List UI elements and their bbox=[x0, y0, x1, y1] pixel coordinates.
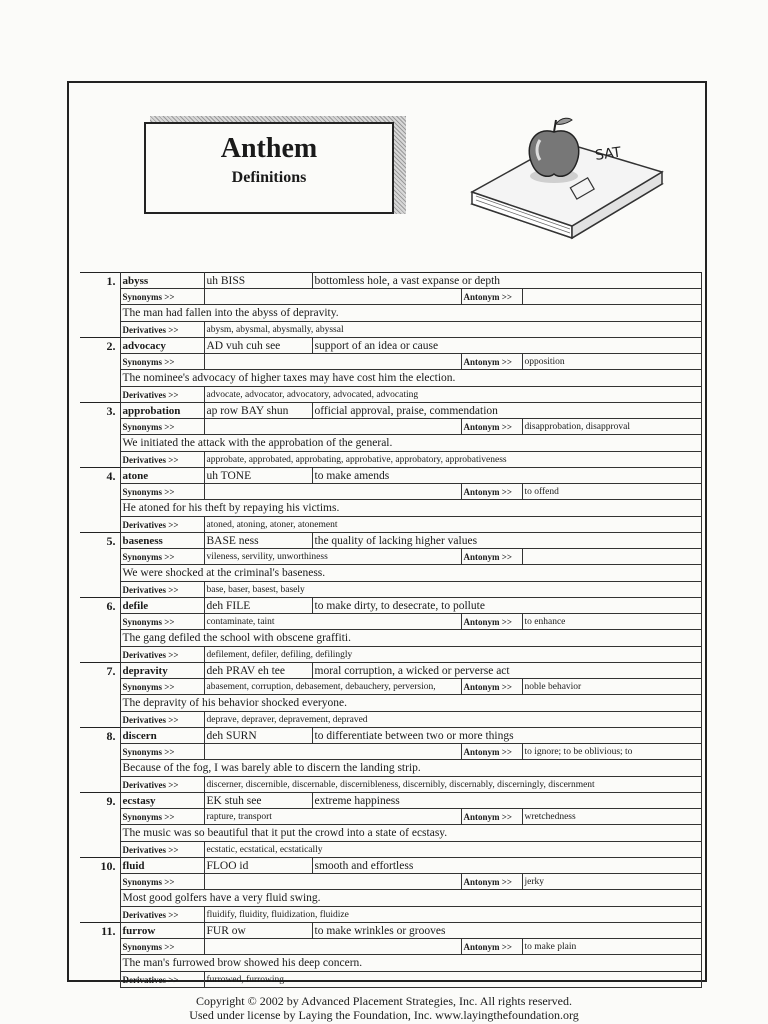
derivatives-label: Derivatives >> bbox=[120, 387, 204, 403]
synonyms-label: Synonyms >> bbox=[120, 289, 204, 305]
entry-definition: to make wrinkles or grooves bbox=[312, 923, 701, 939]
blank-cell bbox=[80, 907, 120, 923]
entry-synonyms bbox=[204, 484, 461, 500]
synonyms-row bbox=[80, 419, 701, 435]
sentence-row bbox=[80, 825, 701, 842]
entry-derivatives: approbate, approbated, approbating, approbative, approbatory, approbativeness bbox=[204, 452, 701, 468]
synonyms-label: Synonyms >> bbox=[120, 744, 204, 760]
blank-cell bbox=[80, 809, 120, 825]
illustration-label: SAT bbox=[594, 144, 623, 165]
synonyms-label: Synonyms >> bbox=[120, 354, 204, 370]
entry-row bbox=[80, 858, 701, 874]
entry-word: depravity bbox=[120, 663, 204, 679]
entry-pronunciation: deh SURN bbox=[204, 728, 312, 744]
blank-cell bbox=[80, 419, 120, 435]
derivatives-label: Derivatives >> bbox=[120, 907, 204, 923]
synonyms-row bbox=[80, 289, 701, 305]
entry-sentence: The music was so beautiful that it put the crowd into a state of ecstasy. bbox=[120, 825, 701, 842]
entry-number: 3. bbox=[80, 403, 120, 419]
entry-pronunciation: ap row BAY shun bbox=[204, 403, 312, 419]
entry-derivatives: base, baser, basest, basely bbox=[204, 582, 701, 598]
antonym-label: Antonym >> bbox=[461, 419, 522, 435]
entry-number: 11. bbox=[80, 923, 120, 939]
synonyms-row bbox=[80, 354, 701, 370]
entry-word: baseness bbox=[120, 533, 204, 549]
blank-cell bbox=[80, 614, 120, 630]
vocabulary-table bbox=[80, 272, 702, 988]
derivatives-label: Derivatives >> bbox=[120, 452, 204, 468]
entry-row bbox=[80, 403, 701, 419]
derivatives-label: Derivatives >> bbox=[120, 972, 204, 988]
entry-row bbox=[80, 598, 701, 614]
synonyms-label: Synonyms >> bbox=[120, 809, 204, 825]
derivatives-row bbox=[80, 647, 701, 663]
entry-synonyms: abasement, corruption, debasement, debauchery, perversion, bbox=[204, 679, 461, 695]
entry-row bbox=[80, 338, 701, 354]
blank-cell bbox=[80, 890, 120, 907]
antonym-label: Antonym >> bbox=[461, 484, 522, 500]
entry-word: abyss bbox=[120, 273, 204, 289]
sentence-row bbox=[80, 370, 701, 387]
synonyms-row bbox=[80, 549, 701, 565]
entry-derivatives: discerner, discernible, discernable, discernibleness, discernibly, discernably, discerningly, discernment bbox=[204, 777, 701, 793]
entry-sentence: The depravity of his behavior shocked everyone. bbox=[120, 695, 701, 712]
blank-cell bbox=[80, 387, 120, 403]
entry-definition: moral corruption, a wicked or perverse act bbox=[312, 663, 701, 679]
entry-pronunciation: FUR ow bbox=[204, 923, 312, 939]
entry-definition: to make amends bbox=[312, 468, 701, 484]
entry-derivatives: atoned, atoning, atoner, atonement bbox=[204, 517, 701, 533]
entry-number: 10. bbox=[80, 858, 120, 874]
page-title: Anthem bbox=[220, 133, 318, 164]
synonyms-label: Synonyms >> bbox=[120, 874, 204, 890]
footer-line-1: Copyright © 2002 by Advanced Placement Strategies, Inc. All rights reserved. bbox=[195, 994, 573, 1008]
title-box bbox=[144, 122, 394, 214]
sentence-row bbox=[80, 500, 701, 517]
blank-cell bbox=[80, 370, 120, 387]
sentence-row bbox=[80, 955, 701, 972]
blank-cell bbox=[80, 744, 120, 760]
entry-number: 7. bbox=[80, 663, 120, 679]
blank-cell bbox=[80, 322, 120, 338]
entry-antonym: wretchedness bbox=[522, 809, 701, 825]
sentence-row bbox=[80, 760, 701, 777]
synonyms-row bbox=[80, 809, 701, 825]
entry-row bbox=[80, 273, 701, 289]
sentence-row bbox=[80, 630, 701, 647]
blank-cell bbox=[80, 647, 120, 663]
entry-definition: smooth and effortless bbox=[312, 858, 701, 874]
synonyms-label: Synonyms >> bbox=[120, 614, 204, 630]
derivatives-row bbox=[80, 517, 701, 533]
blank-cell bbox=[80, 760, 120, 777]
synonyms-label: Synonyms >> bbox=[120, 679, 204, 695]
entry-row bbox=[80, 533, 701, 549]
entry-derivatives: ecstatic, ecstatical, ecstatically bbox=[204, 842, 701, 858]
derivatives-label: Derivatives >> bbox=[120, 517, 204, 533]
entry-pronunciation: uh TONE bbox=[204, 468, 312, 484]
entry-word: defile bbox=[120, 598, 204, 614]
synonyms-row bbox=[80, 484, 701, 500]
synonyms-label: Synonyms >> bbox=[120, 939, 204, 955]
antonym-label: Antonym >> bbox=[461, 744, 522, 760]
derivatives-row bbox=[80, 842, 701, 858]
entry-pronunciation: BASE ness bbox=[204, 533, 312, 549]
entry-derivatives: fluidify, fluidity, fluidization, fluidize bbox=[204, 907, 701, 923]
entry-antonym bbox=[522, 289, 701, 305]
sentence-row bbox=[80, 695, 701, 712]
synonyms-label: Synonyms >> bbox=[120, 484, 204, 500]
entry-derivatives: defilement, defiler, defiling, defilingly bbox=[204, 647, 701, 663]
entry-number: 4. bbox=[80, 468, 120, 484]
entry-antonym: jerky bbox=[522, 874, 701, 890]
entry-derivatives: furrowed, furrowing bbox=[204, 972, 701, 988]
blank-cell bbox=[80, 712, 120, 728]
entry-number: 1. bbox=[80, 273, 120, 289]
blank-cell bbox=[80, 679, 120, 695]
derivatives-row bbox=[80, 777, 701, 793]
entry-word: fluid bbox=[120, 858, 204, 874]
derivatives-row bbox=[80, 582, 701, 598]
antonym-label: Antonym >> bbox=[461, 614, 522, 630]
blank-cell bbox=[80, 842, 120, 858]
entry-row bbox=[80, 468, 701, 484]
blank-cell bbox=[80, 565, 120, 582]
synonyms-row bbox=[80, 679, 701, 695]
derivatives-row bbox=[80, 452, 701, 468]
entry-word: advocacy bbox=[120, 338, 204, 354]
blank-cell bbox=[80, 549, 120, 565]
blank-cell bbox=[80, 695, 120, 712]
entry-definition: support of an idea or cause bbox=[312, 338, 701, 354]
derivatives-label: Derivatives >> bbox=[120, 777, 204, 793]
synonyms-row bbox=[80, 939, 701, 955]
entry-row bbox=[80, 793, 701, 809]
sentence-row bbox=[80, 890, 701, 907]
blank-cell bbox=[80, 289, 120, 305]
entry-synonyms bbox=[204, 289, 461, 305]
synonyms-row bbox=[80, 614, 701, 630]
blank-cell bbox=[80, 305, 120, 322]
synonyms-label: Synonyms >> bbox=[120, 549, 204, 565]
entry-sentence: Because of the fog, I was barely able to discern the landing strip. bbox=[120, 760, 701, 777]
entry-definition: official approval, praise, commendation bbox=[312, 403, 701, 419]
antonym-label: Antonym >> bbox=[461, 289, 522, 305]
entry-definition: the quality of lacking higher values bbox=[312, 533, 701, 549]
footer-line-2: Used under license by Laying the Foundation, Inc. www.layingthefoundation.org bbox=[189, 1008, 579, 1022]
entry-antonym: disapprobation, disapproval bbox=[522, 419, 701, 435]
entry-synonyms: contaminate, taint bbox=[204, 614, 461, 630]
antonym-label: Antonym >> bbox=[461, 874, 522, 890]
entry-sentence: The gang defiled the school with obscene graffiti. bbox=[120, 630, 701, 647]
antonym-label: Antonym >> bbox=[461, 549, 522, 565]
entry-derivatives: deprave, depraver, depravement, depraved bbox=[204, 712, 701, 728]
entry-number: 8. bbox=[80, 728, 120, 744]
derivatives-label: Derivatives >> bbox=[120, 842, 204, 858]
entry-row bbox=[80, 663, 701, 679]
entry-antonym: to enhance bbox=[522, 614, 701, 630]
sentence-row bbox=[80, 435, 701, 452]
blank-cell bbox=[80, 825, 120, 842]
blank-cell bbox=[80, 582, 120, 598]
entry-antonym: opposition bbox=[522, 354, 701, 370]
entry-pronunciation: EK stuh see bbox=[204, 793, 312, 809]
derivatives-label: Derivatives >> bbox=[120, 582, 204, 598]
entry-pronunciation: AD vuh cuh see bbox=[204, 338, 312, 354]
blank-cell bbox=[80, 874, 120, 890]
entry-antonym bbox=[522, 549, 701, 565]
entry-derivatives: advocate, advocator, advocatory, advocated, advocating bbox=[204, 387, 701, 403]
entry-word: approbation bbox=[120, 403, 204, 419]
entry-sentence: He atoned for his theft by repaying his victims. bbox=[120, 500, 701, 517]
sentence-row bbox=[80, 305, 701, 322]
derivatives-row bbox=[80, 712, 701, 728]
blank-cell bbox=[80, 630, 120, 647]
entry-number: 6. bbox=[80, 598, 120, 614]
synonyms-row bbox=[80, 744, 701, 760]
entry-definition: to differentiate between two or more things bbox=[312, 728, 701, 744]
copyright-footer bbox=[0, 994, 768, 1022]
synonyms-row bbox=[80, 874, 701, 890]
derivatives-label: Derivatives >> bbox=[120, 712, 204, 728]
entry-row bbox=[80, 728, 701, 744]
entry-definition: extreme happiness bbox=[312, 793, 701, 809]
entry-word: atone bbox=[120, 468, 204, 484]
derivatives-label: Derivatives >> bbox=[120, 647, 204, 663]
entry-row bbox=[80, 923, 701, 939]
entry-pronunciation: deh PRAV eh tee bbox=[204, 663, 312, 679]
entry-antonym: noble behavior bbox=[522, 679, 701, 695]
antonym-label: Antonym >> bbox=[461, 679, 522, 695]
sentence-row bbox=[80, 565, 701, 582]
derivatives-row bbox=[80, 387, 701, 403]
antonym-label: Antonym >> bbox=[461, 809, 522, 825]
entry-synonyms bbox=[204, 419, 461, 435]
blank-cell bbox=[80, 939, 120, 955]
entry-number: 9. bbox=[80, 793, 120, 809]
entry-sentence: The nominee's advocacy of higher taxes may have cost him the election. bbox=[120, 370, 701, 387]
entry-sentence: We initiated the attack with the approbation of the general. bbox=[120, 435, 701, 452]
blank-cell bbox=[80, 517, 120, 533]
entry-word: furrow bbox=[120, 923, 204, 939]
entry-word: ecstasy bbox=[120, 793, 204, 809]
entry-synonyms: rapture, transport bbox=[204, 809, 461, 825]
entry-antonym: to ignore; to be oblivious; to bbox=[522, 744, 701, 760]
entry-definition: to make dirty, to desecrate, to pollute bbox=[312, 598, 701, 614]
entry-number: 5. bbox=[80, 533, 120, 549]
blank-cell bbox=[80, 972, 120, 988]
entry-pronunciation: uh BISS bbox=[204, 273, 312, 289]
derivatives-label: Derivatives >> bbox=[120, 322, 204, 338]
blank-cell bbox=[80, 484, 120, 500]
entry-pronunciation: FLOO id bbox=[204, 858, 312, 874]
page-subtitle: Definitions bbox=[231, 169, 307, 186]
entry-synonyms bbox=[204, 744, 461, 760]
entry-synonyms bbox=[204, 354, 461, 370]
entry-pronunciation: deh FILE bbox=[204, 598, 312, 614]
blank-cell bbox=[80, 955, 120, 972]
entry-derivatives: abysm, abysmal, abysmally, abyssal bbox=[204, 322, 701, 338]
entry-sentence: Most good golfers have a very fluid swing. bbox=[120, 890, 701, 907]
blank-cell bbox=[80, 435, 120, 452]
entry-synonyms bbox=[204, 874, 461, 890]
entry-sentence: The man's furrowed brow showed his deep concern. bbox=[120, 955, 701, 972]
blank-cell bbox=[80, 354, 120, 370]
derivatives-row bbox=[80, 907, 701, 923]
blank-cell bbox=[80, 452, 120, 468]
synonyms-label: Synonyms >> bbox=[120, 419, 204, 435]
entry-sentence: We were shocked at the criminal's baseness. bbox=[120, 565, 701, 582]
entry-word: discern bbox=[120, 728, 204, 744]
entry-definition: bottomless hole, a vast expanse or depth bbox=[312, 273, 701, 289]
antonym-label: Antonym >> bbox=[461, 354, 522, 370]
antonym-label: Antonym >> bbox=[461, 939, 522, 955]
entry-antonym: to make plain bbox=[522, 939, 701, 955]
entry-sentence: The man had fallen into the abyss of depravity. bbox=[120, 305, 701, 322]
entry-number: 2. bbox=[80, 338, 120, 354]
derivatives-row bbox=[80, 972, 701, 988]
entry-antonym: to offend bbox=[522, 484, 701, 500]
apple-on-book-icon bbox=[462, 112, 674, 242]
blank-cell bbox=[80, 777, 120, 793]
entry-synonyms bbox=[204, 939, 461, 955]
blank-cell bbox=[80, 500, 120, 517]
entry-synonyms: vileness, servility, unworthiness bbox=[204, 549, 461, 565]
derivatives-row bbox=[80, 322, 701, 338]
